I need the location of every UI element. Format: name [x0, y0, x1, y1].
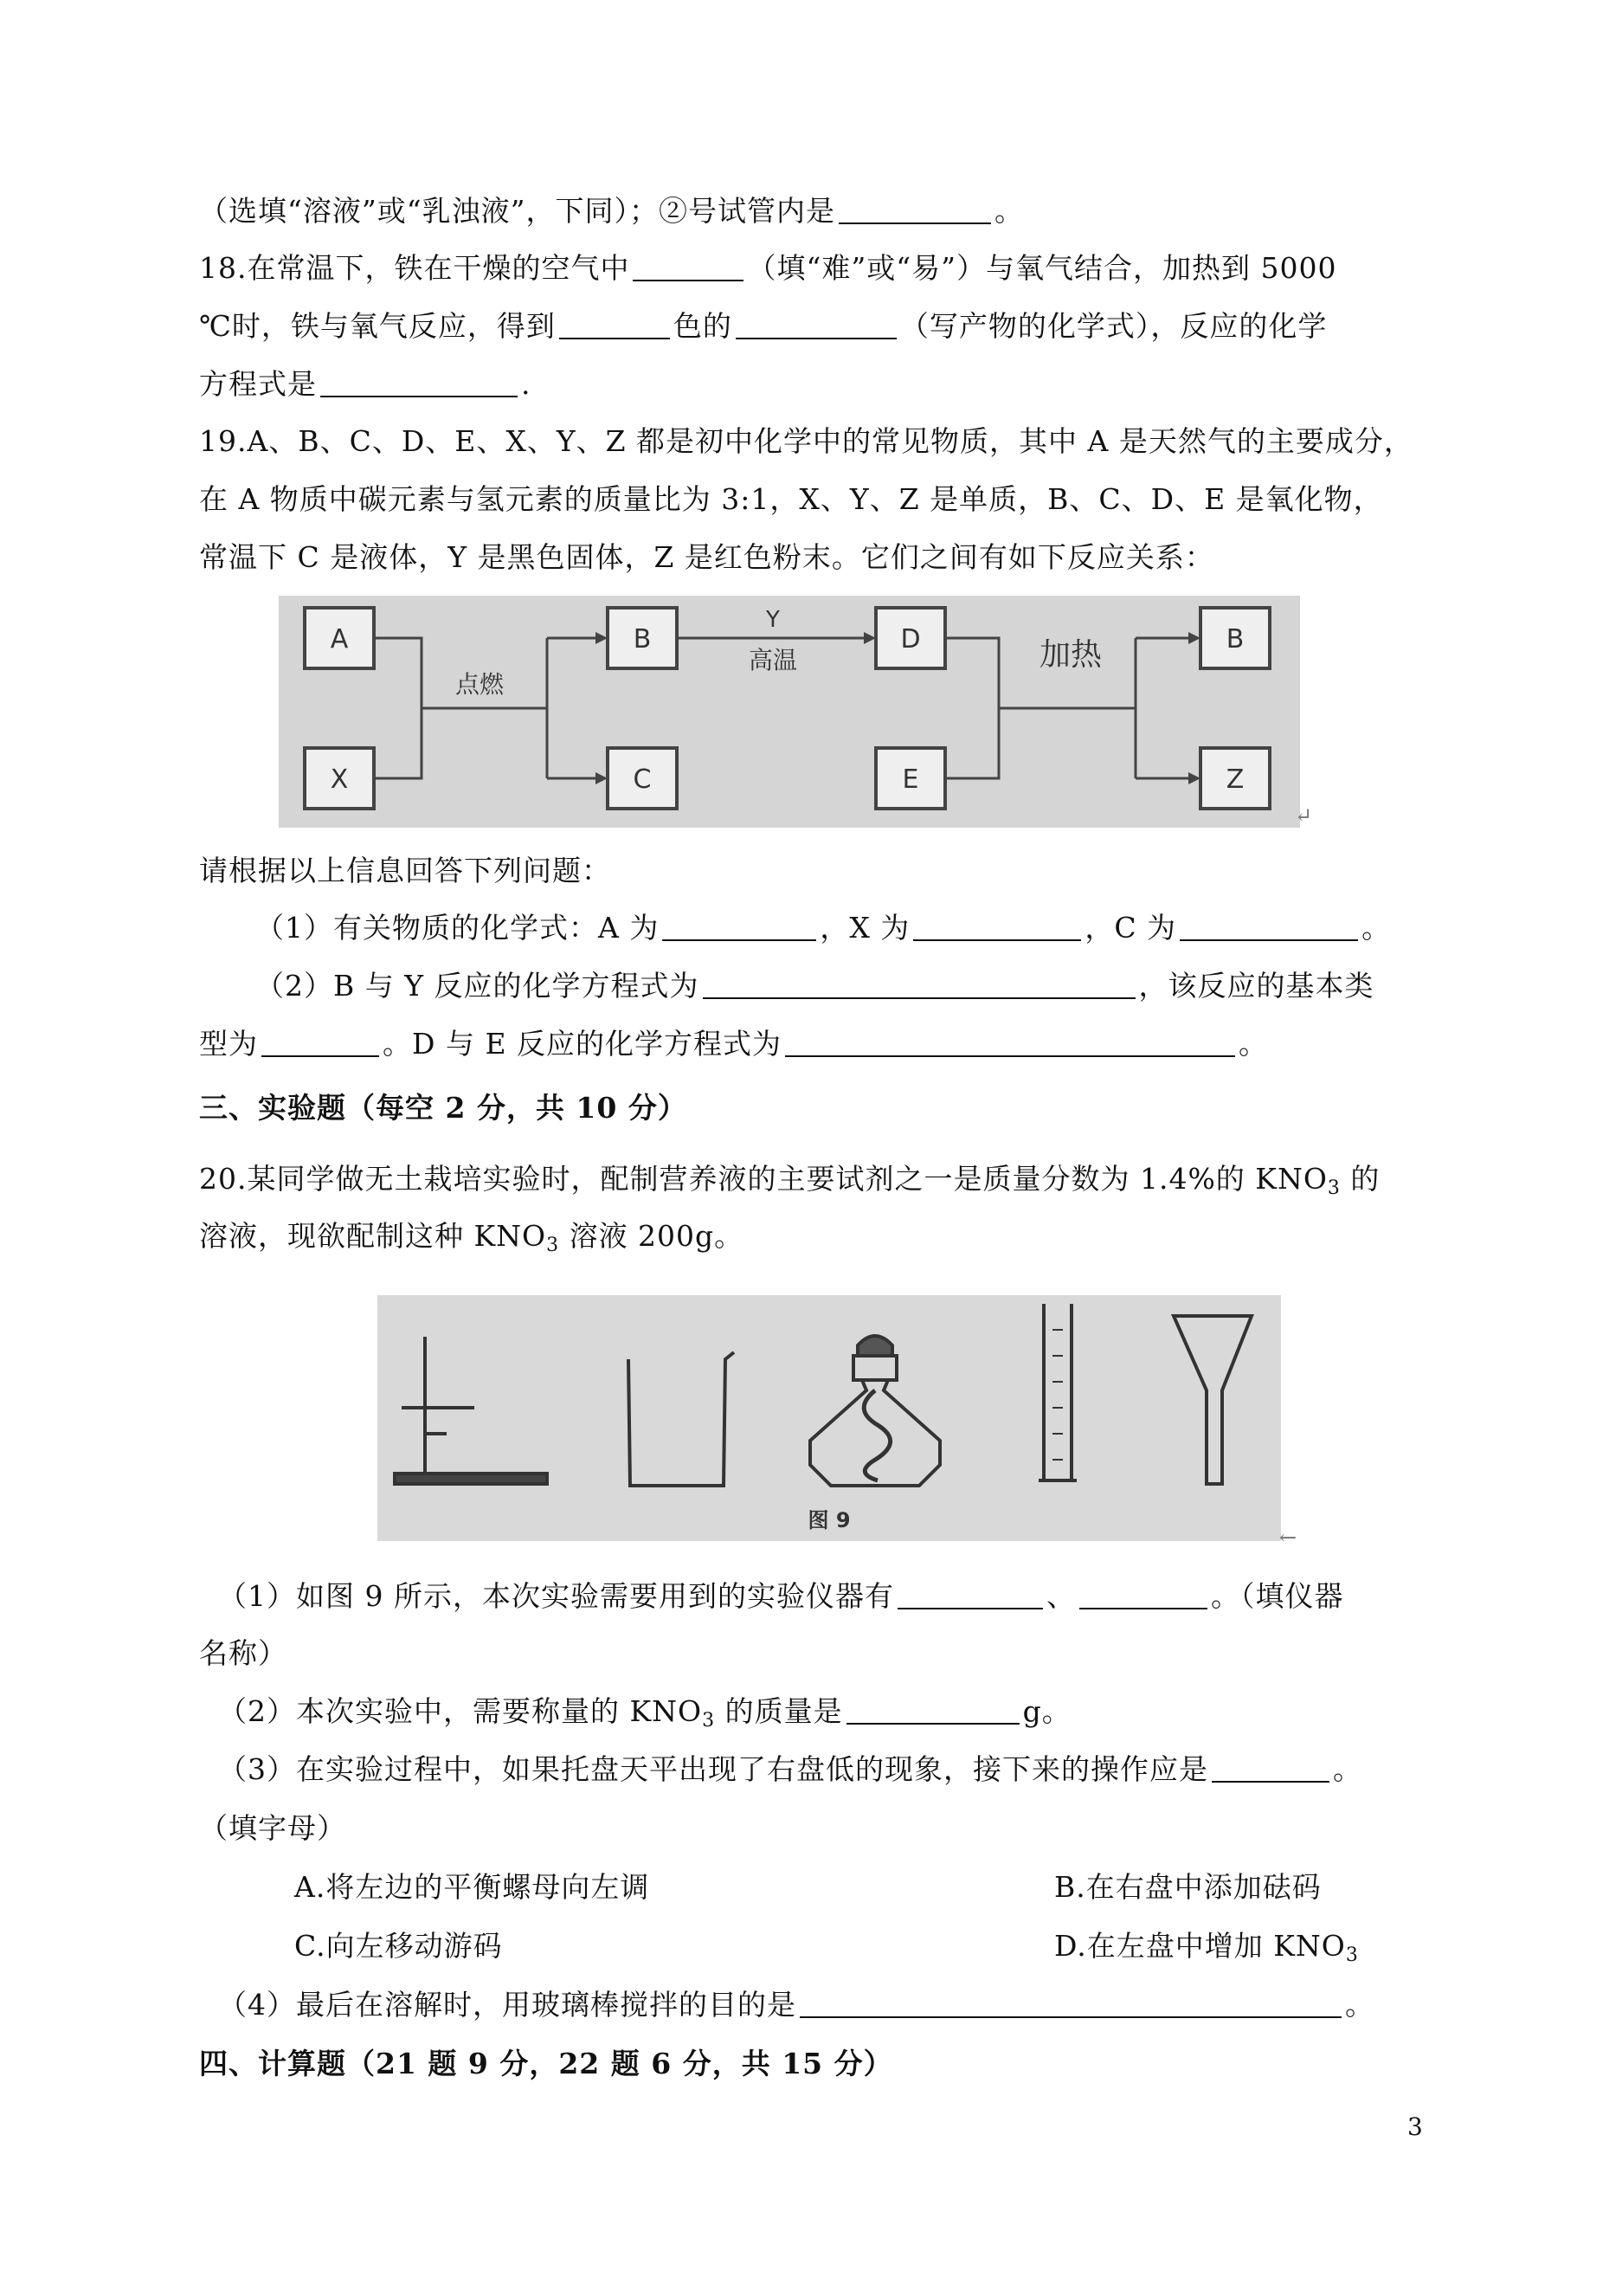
- q19-sub-3: [199, 1025, 1268, 1063]
- subscript: 3: [702, 1710, 716, 1732]
- q20-text: 。: [1333, 1752, 1362, 1786]
- q19-text: ，C 为: [1085, 911, 1177, 945]
- subscript: 3: [1327, 1177, 1341, 1199]
- q20-line-1: [199, 1160, 1380, 1198]
- q19-text: 。: [1239, 1027, 1269, 1061]
- return-mark-icon: ←: [1279, 1525, 1297, 1550]
- q18-text: 色的: [673, 309, 732, 343]
- option-a[interactable]: A.将左边的平衡螺母向左调: [294, 1870, 650, 1904]
- option-b[interactable]: B.在右盘中添加砝码: [1054, 1870, 1322, 1904]
- q19-sub-2: [255, 967, 1374, 1005]
- label-ignite: 点燃: [454, 670, 505, 699]
- q20-sub-1: [218, 1577, 1343, 1616]
- box-label: C: [633, 764, 652, 795]
- page-number: 3: [1407, 2112, 1423, 2141]
- box-label: Z: [1226, 764, 1245, 795]
- q19-prompt: 请根据以上信息回答下列问题：: [199, 854, 611, 887]
- q18-line-3: [199, 365, 531, 403]
- return-mark-icon: ↵: [1295, 803, 1313, 828]
- q18-text: 方程式是: [199, 367, 317, 401]
- section-3-heading: 三、实验题（每空 2 分，共 10 分）: [199, 1091, 687, 1125]
- q20-sub-2: [218, 1693, 1072, 1731]
- q20-text: 溶液 200g。: [559, 1219, 744, 1253]
- answer-blank[interactable]: [1212, 1755, 1329, 1783]
- q20-text: 溶液，现欲配制这种 KNO: [199, 1219, 547, 1253]
- answer-blank[interactable]: [913, 913, 1081, 941]
- q19-text: ，该反应的基本类: [1138, 969, 1374, 1003]
- q19-text: 型为: [199, 1027, 258, 1061]
- q20-text: （1）如图 9 所示，本次实验需要用到的实验仪器有: [218, 1579, 894, 1613]
- answer-blank[interactable]: [800, 1990, 1342, 2018]
- q20-text: 。: [1345, 1988, 1374, 2022]
- q19-line-2: 在 A 物质中碳元素与氢元素的质量比为 3:1，X、Y、Z 是单质，B、C、D、E 是氧化物，: [199, 482, 1383, 516]
- figure-background: [377, 1295, 1281, 1541]
- q20-text: （4）最后在溶解时，用玻璃棒搅拌的目的是: [218, 1988, 796, 2022]
- q20-text: （2）本次实验中，需要称量的 KNO: [218, 1694, 703, 1728]
- q19-line-1: 19.A、B、C、D、E、X、Y、Z 都是初中化学中的常见物质，其中 A 是天然气的主要成分，: [199, 424, 1413, 458]
- answer-blank[interactable]: [736, 312, 897, 339]
- q17-tail-line: [199, 192, 1024, 230]
- q19-text: 。: [1361, 911, 1392, 945]
- answer-blank[interactable]: [846, 1697, 1020, 1725]
- box-label: D: [900, 624, 921, 655]
- box-label: B: [1226, 624, 1245, 655]
- q20-text: g。: [1022, 1694, 1072, 1728]
- answer-blank[interactable]: [320, 370, 518, 397]
- q20-text: 的质量是: [715, 1694, 843, 1728]
- q17-text-end: 。: [994, 194, 1024, 228]
- answer-blank[interactable]: [898, 1582, 1043, 1609]
- q18-text: .: [521, 367, 531, 401]
- subscript: 3: [1345, 1945, 1359, 1966]
- option-d-text: D.在左盘中增加 KNO: [1054, 1929, 1346, 1963]
- box-label: A: [330, 624, 349, 655]
- q20-text: （3）在实验过程中，如果托盘天平出现了右盘低的现象，接下来的操作应是: [218, 1752, 1208, 1786]
- box-label: X: [330, 764, 349, 795]
- q20-text: 。（填仪器: [1210, 1579, 1344, 1613]
- answer-blank[interactable]: [261, 1029, 379, 1057]
- q20-text: 的: [1340, 1162, 1381, 1196]
- section-4-heading: 四、计算题（21 题 9 分，22 题 6 分，共 15 分）: [199, 2047, 893, 2080]
- q18-text: 18.在常温下，铁在干燥的空气中: [199, 251, 630, 285]
- q17-text: （选填“溶液”或“乳浊液”，下同）；②号试管内是: [199, 194, 835, 228]
- option-d[interactable]: [1054, 1927, 1359, 1965]
- q20-sub-3: [218, 1751, 1362, 1789]
- option-c[interactable]: C.向左移动游码: [294, 1929, 503, 1963]
- answer-blank[interactable]: [785, 1029, 1235, 1057]
- q19-sub-1: [255, 909, 1391, 947]
- q19-text: ，X 为: [820, 911, 911, 945]
- label-high-temp: 高温: [748, 646, 798, 674]
- q18-line-2: [199, 307, 1327, 345]
- box-label: E: [902, 764, 919, 795]
- answer-blank[interactable]: [633, 254, 743, 281]
- q19-text: （1）有关物质的化学式：A 为: [255, 911, 660, 945]
- box-label: B: [633, 624, 652, 655]
- answer-blank[interactable]: [839, 197, 991, 224]
- q20-sub-1b: 名称）: [199, 1636, 287, 1670]
- q20-sub-3b: （填字母）: [199, 1811, 346, 1845]
- answer-blank[interactable]: [1079, 1582, 1207, 1609]
- q20-text: 20.某同学做无土栽培实验时，配制营养液的主要试剂之一是质量分数为 1.4%的 KNO: [199, 1162, 1328, 1196]
- q20-line-2: [199, 1217, 743, 1255]
- q19-text: 。D 与 E 反应的化学方程式为: [383, 1027, 782, 1061]
- q18-text: （填“难”或“易”）与氧气结合，加热到 5000: [747, 251, 1337, 285]
- diagram-background: [279, 596, 1300, 828]
- figure-caption: 图 9: [808, 1508, 851, 1532]
- q18-text: ℃时，铁与氧气反应，得到: [199, 309, 556, 343]
- label-heat: 加热: [1039, 637, 1103, 673]
- q19-line-3: 常温下 C 是液体，Y 是黑色固体，Z 是红色粉末。它们之间有如下反应关系：: [199, 540, 1214, 574]
- subscript: 3: [546, 1235, 560, 1256]
- answer-blank[interactable]: [662, 913, 816, 941]
- q19-text: （2）B 与 Y 反应的化学方程式为: [255, 969, 699, 1003]
- q20-text: 、: [1046, 1579, 1076, 1613]
- q18-line-1: [199, 249, 1336, 287]
- q18-text: （写产物的化学式），反应的化学: [899, 309, 1328, 343]
- q20-sub-4: [218, 1986, 1374, 2024]
- figure-9-lab-apparatus: [377, 1295, 1281, 1541]
- reaction-relationship-diagram: [279, 596, 1300, 828]
- answer-blank[interactable]: [703, 971, 1136, 999]
- label-y: Y: [766, 607, 780, 633]
- answer-blank[interactable]: [559, 312, 670, 339]
- answer-blank[interactable]: [1180, 913, 1358, 941]
